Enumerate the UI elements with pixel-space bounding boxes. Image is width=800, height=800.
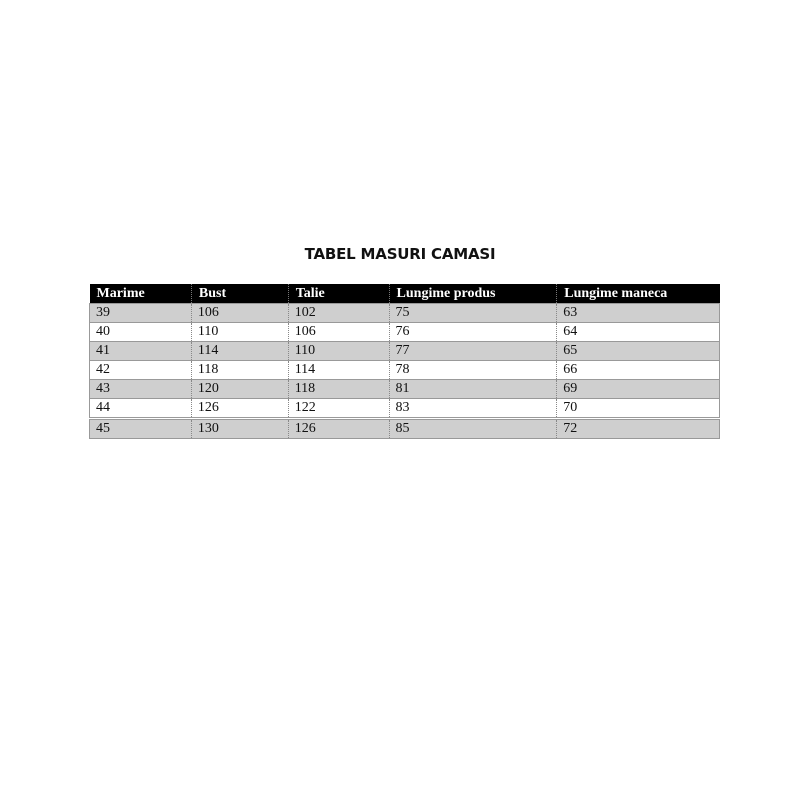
table-cell: 65 <box>557 342 720 361</box>
table-cell: 41 <box>90 342 192 361</box>
table-cell: 110 <box>191 323 288 342</box>
table-cell: 110 <box>288 342 389 361</box>
header-sleeve-length: Lungime maneca <box>557 284 720 304</box>
size-chart-table <box>89 284 720 439</box>
table-cell: 66 <box>557 361 720 380</box>
table-row <box>90 323 720 342</box>
table-cell: 106 <box>191 304 288 323</box>
table-cell: 64 <box>557 323 720 342</box>
table-cell: 83 <box>389 399 557 419</box>
table-cell: 45 <box>90 419 192 439</box>
table-cell: 42 <box>90 361 192 380</box>
table-cell: 72 <box>557 419 720 439</box>
table-cell: 126 <box>191 399 288 419</box>
table-cell: 118 <box>191 361 288 380</box>
table-cell: 76 <box>389 323 557 342</box>
table-cell: 122 <box>288 399 389 419</box>
table-cell: 43 <box>90 380 192 399</box>
table-cell: 130 <box>191 419 288 439</box>
table-row <box>90 399 720 419</box>
table-cell: 106 <box>288 323 389 342</box>
header-size: Marime <box>90 284 192 304</box>
table-cell: 69 <box>557 380 720 399</box>
table-cell: 75 <box>389 304 557 323</box>
table-cell: 40 <box>90 323 192 342</box>
table-cell: 120 <box>191 380 288 399</box>
header-waist: Talie <box>288 284 389 304</box>
table-cell: 126 <box>288 419 389 439</box>
table-header-row <box>90 284 720 304</box>
table-cell: 77 <box>389 342 557 361</box>
table-cell: 63 <box>557 304 720 323</box>
table-row <box>90 304 720 323</box>
table-cell: 118 <box>288 380 389 399</box>
table-cell: 70 <box>557 399 720 419</box>
table-cell: 78 <box>389 361 557 380</box>
table-cell: 85 <box>389 419 557 439</box>
table-row <box>90 419 720 439</box>
table-cell: 81 <box>389 380 557 399</box>
table-cell: 44 <box>90 399 192 419</box>
header-bust: Bust <box>191 284 288 304</box>
table-cell: 39 <box>90 304 192 323</box>
table-cell: 114 <box>288 361 389 380</box>
table-row <box>90 361 720 380</box>
table-cell: 114 <box>191 342 288 361</box>
table-cell: 102 <box>288 304 389 323</box>
table-row <box>90 342 720 361</box>
page-title: TABEL MASURI CAMASI <box>304 245 496 263</box>
table-row <box>90 380 720 399</box>
header-product-length: Lungime produs <box>389 284 557 304</box>
